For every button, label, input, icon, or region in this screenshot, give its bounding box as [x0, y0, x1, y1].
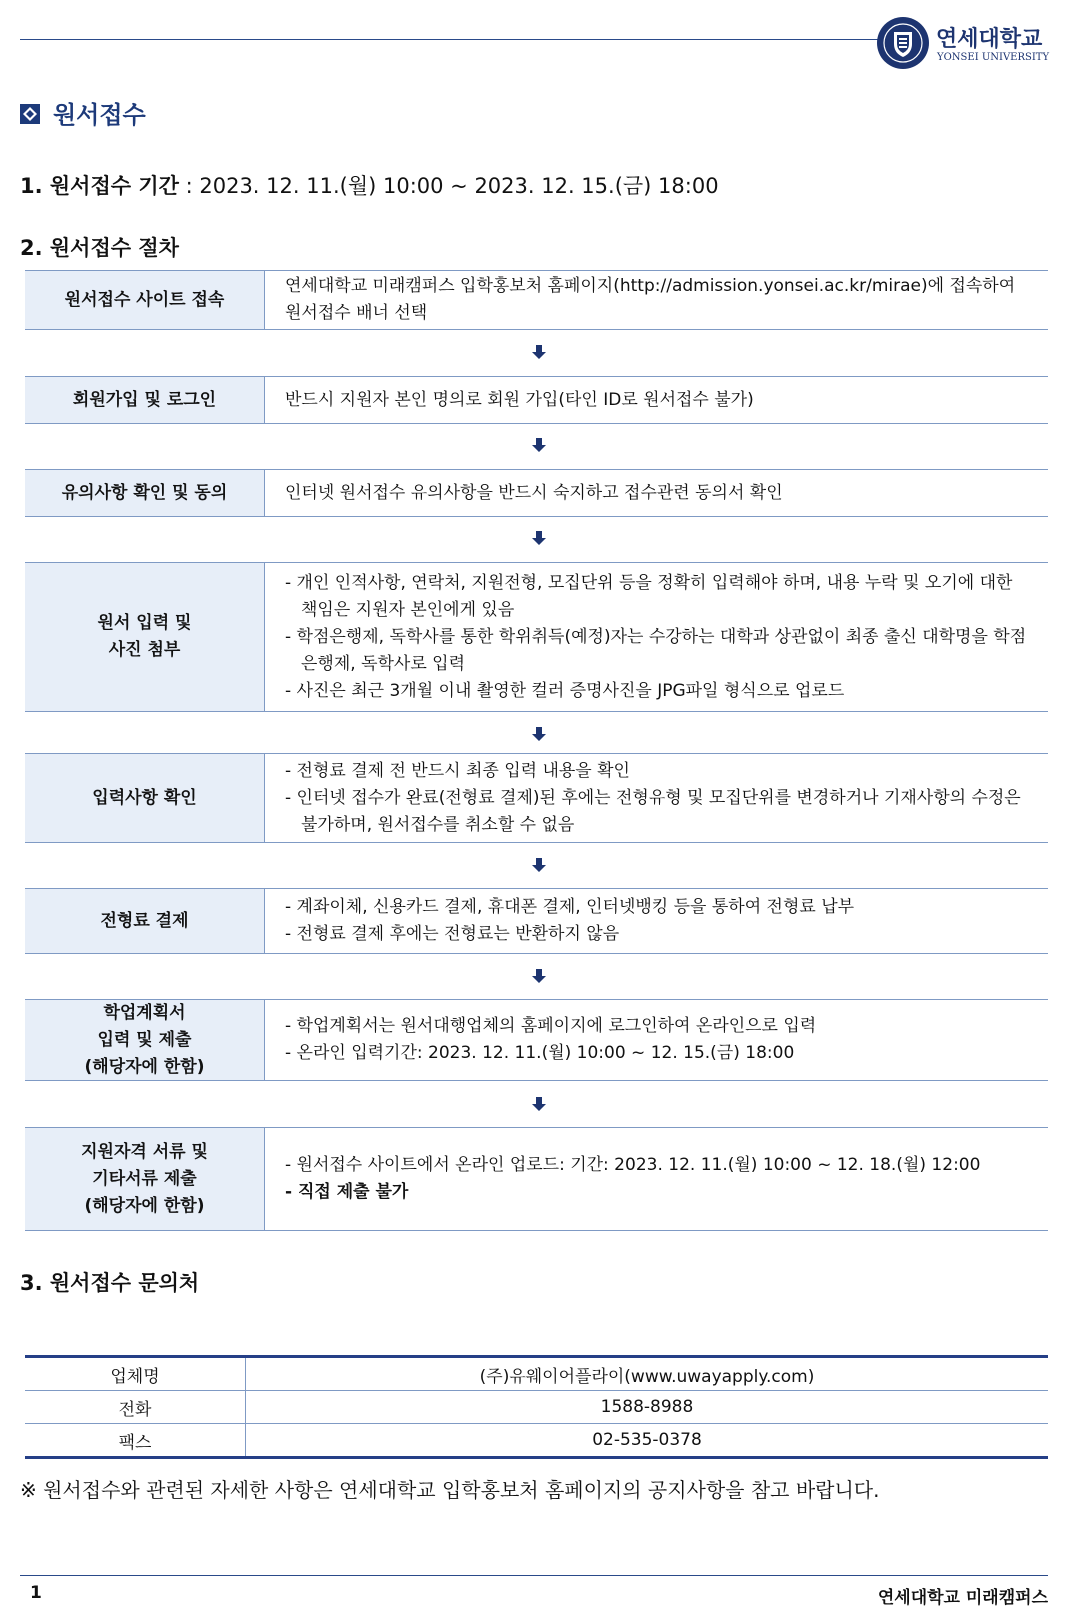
step-content	[265, 563, 1048, 711]
step-content	[265, 470, 1048, 516]
step-content-item: 반드시 지원자 본인 명의로 회원 가입(타인 ID로 원서접수 불가)	[285, 389, 754, 410]
step-content	[265, 889, 1048, 953]
step-label-line: 입력사항 확인	[92, 787, 197, 808]
step-label-line: 유의사항 확인 및 동의	[61, 482, 228, 503]
down-arrow-icon	[531, 968, 547, 984]
step-content	[265, 1000, 1048, 1080]
procedure-step	[25, 376, 1048, 424]
step-content-item: - 직접 제출 불가	[285, 1182, 409, 1202]
reference-note: ※ 원서접수와 관련된 자세한 사항은 연세대학교 입학홍보처 홈페이지의 공지사항을 참고 바랍니다.	[20, 1478, 880, 1502]
contact-table	[25, 1355, 1048, 1459]
contact-key: 전화	[25, 1391, 246, 1424]
step-label-line: 사진 첨부	[108, 640, 181, 660]
procedure-step	[25, 469, 1048, 517]
down-arrow-icon	[531, 344, 547, 360]
step-label-line: 지원자격 서류 및	[81, 1141, 208, 1162]
step-label-line: 기타서류 제출	[92, 1168, 197, 1189]
step-content-item: - 전형료 결제 전 반드시 최종 입력 내용을 확인	[285, 760, 630, 781]
step-label-line: 회원가입 및 로그인	[72, 389, 217, 410]
step-content	[265, 271, 1048, 329]
contact-row	[25, 1357, 1048, 1391]
step-label	[25, 1000, 265, 1080]
procedure-step	[25, 999, 1048, 1081]
header-rule	[20, 39, 880, 40]
footer-campus-name: 연세대학교 미래캠퍼스	[877, 1588, 1048, 1608]
step-content-item: 인터넷 원서접수 유의사항을 반드시 숙지하고 접수관련 동의서 확인	[285, 482, 783, 503]
step-content	[265, 377, 1048, 423]
contact-row	[25, 1391, 1048, 1424]
procedure-step	[25, 270, 1048, 330]
step-content	[265, 1128, 1048, 1230]
contact-key: 업체명	[25, 1357, 246, 1391]
footer-rule	[20, 1575, 1048, 1576]
contact-row	[25, 1424, 1048, 1458]
down-arrow-icon	[531, 530, 547, 546]
step-content-item: - 인터넷 접수가 완료(전형료 결제)된 후에는 전형유형 및 모집단위를 변경하거나 기재사항의 수정은 불가하며, 원서접수를 취소할 수 없음	[285, 787, 1021, 835]
step-content-item: - 학점은행제, 독학사를 통한 학위취득(예정)자는 수강하는 대학과 상관없이 최종 출신 대학명을 학점은행제, 독학사로 입력	[285, 626, 1027, 674]
step-label-line: (해당자에 한함)	[84, 1195, 205, 1216]
section-title: 원서접수	[53, 101, 146, 129]
yonsei-seal-icon	[876, 16, 930, 70]
step-label	[25, 754, 265, 842]
contact-title: 3. 원서접수 문의처	[20, 1271, 200, 1295]
step-content-item: 연세대학교 미래캠퍼스 입학홍보처 홈페이지(http://admission.yonsei.ac.kr/mirae)에 접속하여 원서접수 배너 선택	[285, 276, 1016, 323]
diamond-bullet-icon	[20, 104, 40, 124]
step-label-line: 입력 및 제출	[97, 1029, 192, 1050]
page-number: 1	[30, 1583, 42, 1603]
down-arrow-icon	[531, 726, 547, 742]
contact-value: (주)유웨이어플라이(www.uwayapply.com)	[246, 1357, 1049, 1391]
step-content-item: - 사진은 최근 3개월 이내 촬영한 컬러 증명사진을 JPG파일 형식으로 업로드	[285, 680, 845, 701]
logo-korean: 연세대학교	[936, 27, 1043, 52]
down-arrow-icon	[531, 437, 547, 453]
procedure-step	[25, 888, 1048, 954]
step-label	[25, 1128, 265, 1230]
step-label	[25, 563, 265, 711]
step-label	[25, 271, 265, 329]
contact-key: 팩스	[25, 1424, 246, 1458]
step-label-line: 원서접수 사이트 접속	[64, 289, 225, 310]
procedure-step	[25, 562, 1048, 712]
procedure-step	[25, 753, 1048, 843]
period-value: : 2023. 12. 11.(월) 10:00 ~ 2023. 12. 15.(금) 18:00	[178, 174, 719, 198]
step-content-item: - 개인 인적사항, 연락처, 지원전형, 모집단위 등을 정확히 입력해야 하며, 내용 누락 및 오기에 대한 책임은 지원자 본인에게 있음	[285, 572, 1013, 620]
step-label	[25, 889, 265, 953]
step-label-line: 학업계획서	[103, 1002, 186, 1023]
step-label-line: (해당자에 한함)	[84, 1056, 205, 1077]
step-content	[265, 754, 1048, 842]
step-content-item: - 학업계획서는 원서대행업체의 홈페이지에 로그인하여 온라인으로 입력	[285, 1016, 817, 1036]
procedure-title: 2. 원서접수 절차	[20, 236, 179, 260]
contact-value: 02-535-0378	[246, 1424, 1049, 1458]
step-content-item: - 계좌이체, 신용카드 결제, 휴대폰 결제, 인터넷뱅킹 등을 통하여 전형료 납부	[285, 897, 855, 917]
step-content-item: - 원서접수 사이트에서 온라인 업로드: 기간: 2023. 12. 11.(월) 10:00 ~ 12. 18.(월) 12:00	[285, 1155, 981, 1175]
step-label	[25, 377, 265, 423]
step-content-item: - 전형료 결제 후에는 전형료는 반환하지 않음	[285, 924, 620, 944]
down-arrow-icon	[531, 1096, 547, 1112]
application-period	[20, 170, 719, 200]
contact-value: 1588-8988	[246, 1391, 1049, 1424]
period-label: 1. 원서접수 기간	[20, 174, 179, 198]
university-logo	[876, 16, 1056, 72]
step-label-line: 원서 입력 및	[97, 613, 192, 633]
down-arrow-icon	[531, 857, 547, 873]
logo-english: YONSEI UNIVERSITY	[937, 52, 1050, 63]
step-label	[25, 470, 265, 516]
step-label-line: 전형료 결제	[100, 910, 189, 931]
step-content-item: - 온라인 입력기간: 2023. 12. 11.(월) 10:00 ~ 12. 15.(금) 18:00	[285, 1043, 795, 1063]
procedure-step	[25, 1127, 1048, 1231]
